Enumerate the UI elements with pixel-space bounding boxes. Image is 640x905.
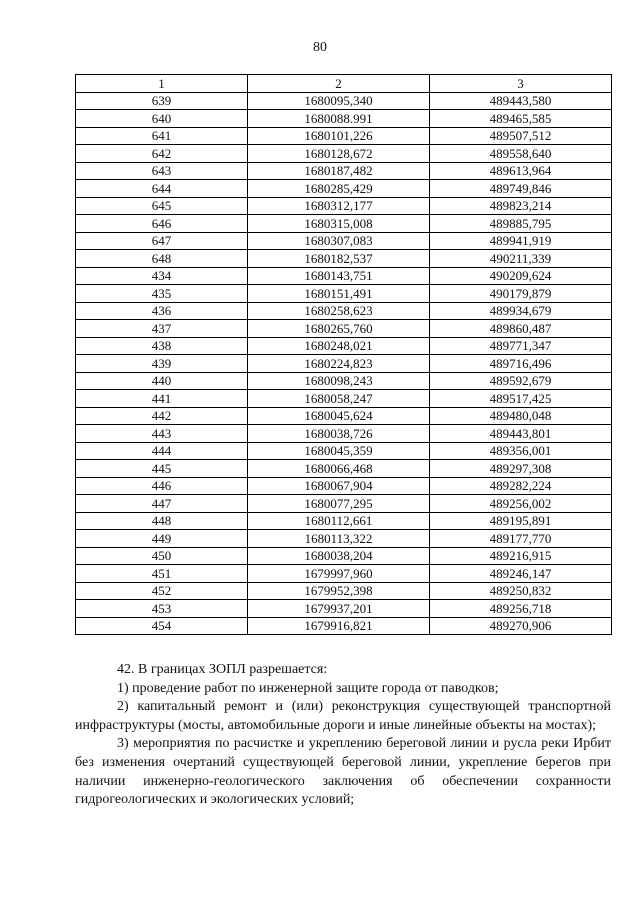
point-number-cell: 647 xyxy=(76,232,248,250)
y-coordinate-cell: 489507,512 xyxy=(430,127,612,145)
y-coordinate-cell: 489297,308 xyxy=(430,460,612,478)
y-coordinate-cell: 489558,640 xyxy=(430,145,612,163)
list-item: 2) капитальный ремонт и (или) реконструкция существующей транспортной инфраструктуры (мосты, автомобильные дороги и иные линейные объекты на мостах); xyxy=(75,699,611,733)
table-body xyxy=(76,92,612,635)
table-row xyxy=(76,425,612,443)
table-row xyxy=(76,250,612,268)
permitted-activities-text xyxy=(75,661,611,810)
table-row xyxy=(76,145,612,163)
x-coordinate-cell: 1679916,821 xyxy=(248,617,430,635)
table-row xyxy=(76,617,612,635)
x-coordinate-cell: 1680088.991 xyxy=(248,110,430,128)
y-coordinate-cell: 489246,147 xyxy=(430,565,612,583)
table-row xyxy=(76,547,612,565)
point-number-cell: 645 xyxy=(76,197,248,215)
point-number-cell: 438 xyxy=(76,337,248,355)
y-coordinate-cell: 489465,585 xyxy=(430,110,612,128)
point-number-cell: 452 xyxy=(76,582,248,600)
point-number-cell: 443 xyxy=(76,425,248,443)
section-heading: 42. В границах ЗОПЛ разрешается: xyxy=(117,662,328,677)
point-number-cell: 450 xyxy=(76,547,248,565)
table-row xyxy=(76,110,612,128)
table-row xyxy=(76,442,612,460)
y-coordinate-cell: 489356,001 xyxy=(430,442,612,460)
point-number-cell: 644 xyxy=(76,180,248,198)
y-coordinate-cell: 489823,214 xyxy=(430,197,612,215)
y-coordinate-cell: 489282,224 xyxy=(430,477,612,495)
y-coordinate-cell: 489860,487 xyxy=(430,320,612,338)
y-coordinate-cell: 489749,846 xyxy=(430,180,612,198)
x-coordinate-cell: 1680045,624 xyxy=(248,407,430,425)
y-coordinate-cell: 489256,718 xyxy=(430,600,612,618)
point-number-cell: 445 xyxy=(76,460,248,478)
x-coordinate-cell: 1680182,537 xyxy=(248,250,430,268)
table-row xyxy=(76,460,612,478)
table-row xyxy=(76,232,612,250)
x-coordinate-cell: 1679952,398 xyxy=(248,582,430,600)
point-number-cell: 641 xyxy=(76,127,248,145)
x-coordinate-cell: 1680248,021 xyxy=(248,337,430,355)
x-coordinate-cell: 1680066,468 xyxy=(248,460,430,478)
point-number-cell: 441 xyxy=(76,390,248,408)
y-coordinate-cell: 489216,915 xyxy=(430,547,612,565)
x-coordinate-cell: 1680187,482 xyxy=(248,162,430,180)
table-row xyxy=(76,285,612,303)
y-coordinate-cell: 490179,879 xyxy=(430,285,612,303)
table-row xyxy=(76,267,612,285)
column-header: 1 xyxy=(76,75,248,93)
x-coordinate-cell: 1679997,960 xyxy=(248,565,430,583)
table-row xyxy=(76,372,612,390)
x-coordinate-cell: 1680101,226 xyxy=(248,127,430,145)
x-coordinate-cell: 1680128,672 xyxy=(248,145,430,163)
point-number-cell: 446 xyxy=(76,477,248,495)
y-coordinate-cell: 489195,891 xyxy=(430,512,612,530)
x-coordinate-cell: 1680038,726 xyxy=(248,425,430,443)
y-coordinate-cell: 489443,801 xyxy=(430,425,612,443)
y-coordinate-cell: 489480,048 xyxy=(430,407,612,425)
table-row xyxy=(76,512,612,530)
table-row xyxy=(76,477,612,495)
x-coordinate-cell: 1680285,429 xyxy=(248,180,430,198)
table-row xyxy=(76,390,612,408)
x-coordinate-cell: 1680112,661 xyxy=(248,512,430,530)
x-coordinate-cell: 1680077,295 xyxy=(248,495,430,513)
table-row xyxy=(76,92,612,110)
point-number-cell: 640 xyxy=(76,110,248,128)
point-number-cell: 646 xyxy=(76,215,248,233)
y-coordinate-cell: 489177,770 xyxy=(430,530,612,548)
point-number-cell: 434 xyxy=(76,267,248,285)
y-coordinate-cell: 489517,425 xyxy=(430,390,612,408)
y-coordinate-cell: 489885,795 xyxy=(430,215,612,233)
x-coordinate-cell: 1680095,340 xyxy=(248,92,430,110)
table-row xyxy=(76,320,612,338)
x-coordinate-cell: 1680265,760 xyxy=(248,320,430,338)
point-number-cell: 453 xyxy=(76,600,248,618)
y-coordinate-cell: 490211,339 xyxy=(430,250,612,268)
point-number-cell: 643 xyxy=(76,162,248,180)
y-coordinate-cell: 489256,002 xyxy=(430,495,612,513)
point-number-cell: 648 xyxy=(76,250,248,268)
y-coordinate-cell: 489941,919 xyxy=(430,232,612,250)
y-coordinate-cell: 489270,906 xyxy=(430,617,612,635)
point-number-cell: 642 xyxy=(76,145,248,163)
point-number-cell: 447 xyxy=(76,495,248,513)
point-number-cell: 449 xyxy=(76,530,248,548)
x-coordinate-cell: 1679937,201 xyxy=(248,600,430,618)
point-number-cell: 448 xyxy=(76,512,248,530)
x-coordinate-cell: 1680098,243 xyxy=(248,372,430,390)
x-coordinate-cell: 1680058,247 xyxy=(248,390,430,408)
point-number-cell: 639 xyxy=(76,92,248,110)
x-coordinate-cell: 1680067,904 xyxy=(248,477,430,495)
table-row xyxy=(76,302,612,320)
table-row xyxy=(76,407,612,425)
table-row xyxy=(76,215,612,233)
y-coordinate-cell: 489771,347 xyxy=(430,337,612,355)
x-coordinate-cell: 1680113,322 xyxy=(248,530,430,548)
point-number-cell: 454 xyxy=(76,617,248,635)
table-row xyxy=(76,127,612,145)
x-coordinate-cell: 1680224,823 xyxy=(248,355,430,373)
list-item: 1) проведение работ по инженерной защите города от паводков; xyxy=(117,680,499,696)
y-coordinate-cell: 489716,496 xyxy=(430,355,612,373)
table-header-row xyxy=(76,75,612,93)
table-row xyxy=(76,530,612,548)
point-number-cell: 439 xyxy=(76,355,248,373)
table-row xyxy=(76,197,612,215)
table-row xyxy=(76,162,612,180)
x-coordinate-cell: 1680151,491 xyxy=(248,285,430,303)
column-header: 2 xyxy=(248,75,430,93)
point-number-cell: 451 xyxy=(76,565,248,583)
x-coordinate-cell: 1680038,204 xyxy=(248,547,430,565)
x-coordinate-cell: 1680258,623 xyxy=(248,302,430,320)
page-number: 80 xyxy=(313,40,327,55)
point-number-cell: 435 xyxy=(76,285,248,303)
y-coordinate-cell: 489250,832 xyxy=(430,582,612,600)
y-coordinate-cell: 489443,580 xyxy=(430,92,612,110)
list-item: 3) мероприятия по расчистке и укреплению береговой линии и русла реки Ирбит без изменения очертаний существующей береговой линии, укрепление берегов при наличии инженерно-геологического заключения об обеспечении сохранности гидрогеологических и экологических условий; xyxy=(75,736,611,808)
point-number-cell: 437 xyxy=(76,320,248,338)
table-row xyxy=(76,180,612,198)
y-coordinate-cell: 489592,679 xyxy=(430,372,612,390)
x-coordinate-cell: 1680143,751 xyxy=(248,267,430,285)
table-row xyxy=(76,565,612,583)
point-number-cell: 436 xyxy=(76,302,248,320)
y-coordinate-cell: 490209,624 xyxy=(430,267,612,285)
x-coordinate-cell: 1680315,008 xyxy=(248,215,430,233)
x-coordinate-cell: 1680307,083 xyxy=(248,232,430,250)
table-row xyxy=(76,337,612,355)
table-row xyxy=(76,355,612,373)
x-coordinate-cell: 1680312,177 xyxy=(248,197,430,215)
point-number-cell: 442 xyxy=(76,407,248,425)
y-coordinate-cell: 489613,964 xyxy=(430,162,612,180)
table-row xyxy=(76,582,612,600)
coordinates-table xyxy=(75,74,612,635)
table-row xyxy=(76,600,612,618)
x-coordinate-cell: 1680045,359 xyxy=(248,442,430,460)
column-header: 3 xyxy=(430,75,612,93)
table-row xyxy=(76,495,612,513)
y-coordinate-cell: 489934,679 xyxy=(430,302,612,320)
point-number-cell: 444 xyxy=(76,442,248,460)
point-number-cell: 440 xyxy=(76,372,248,390)
